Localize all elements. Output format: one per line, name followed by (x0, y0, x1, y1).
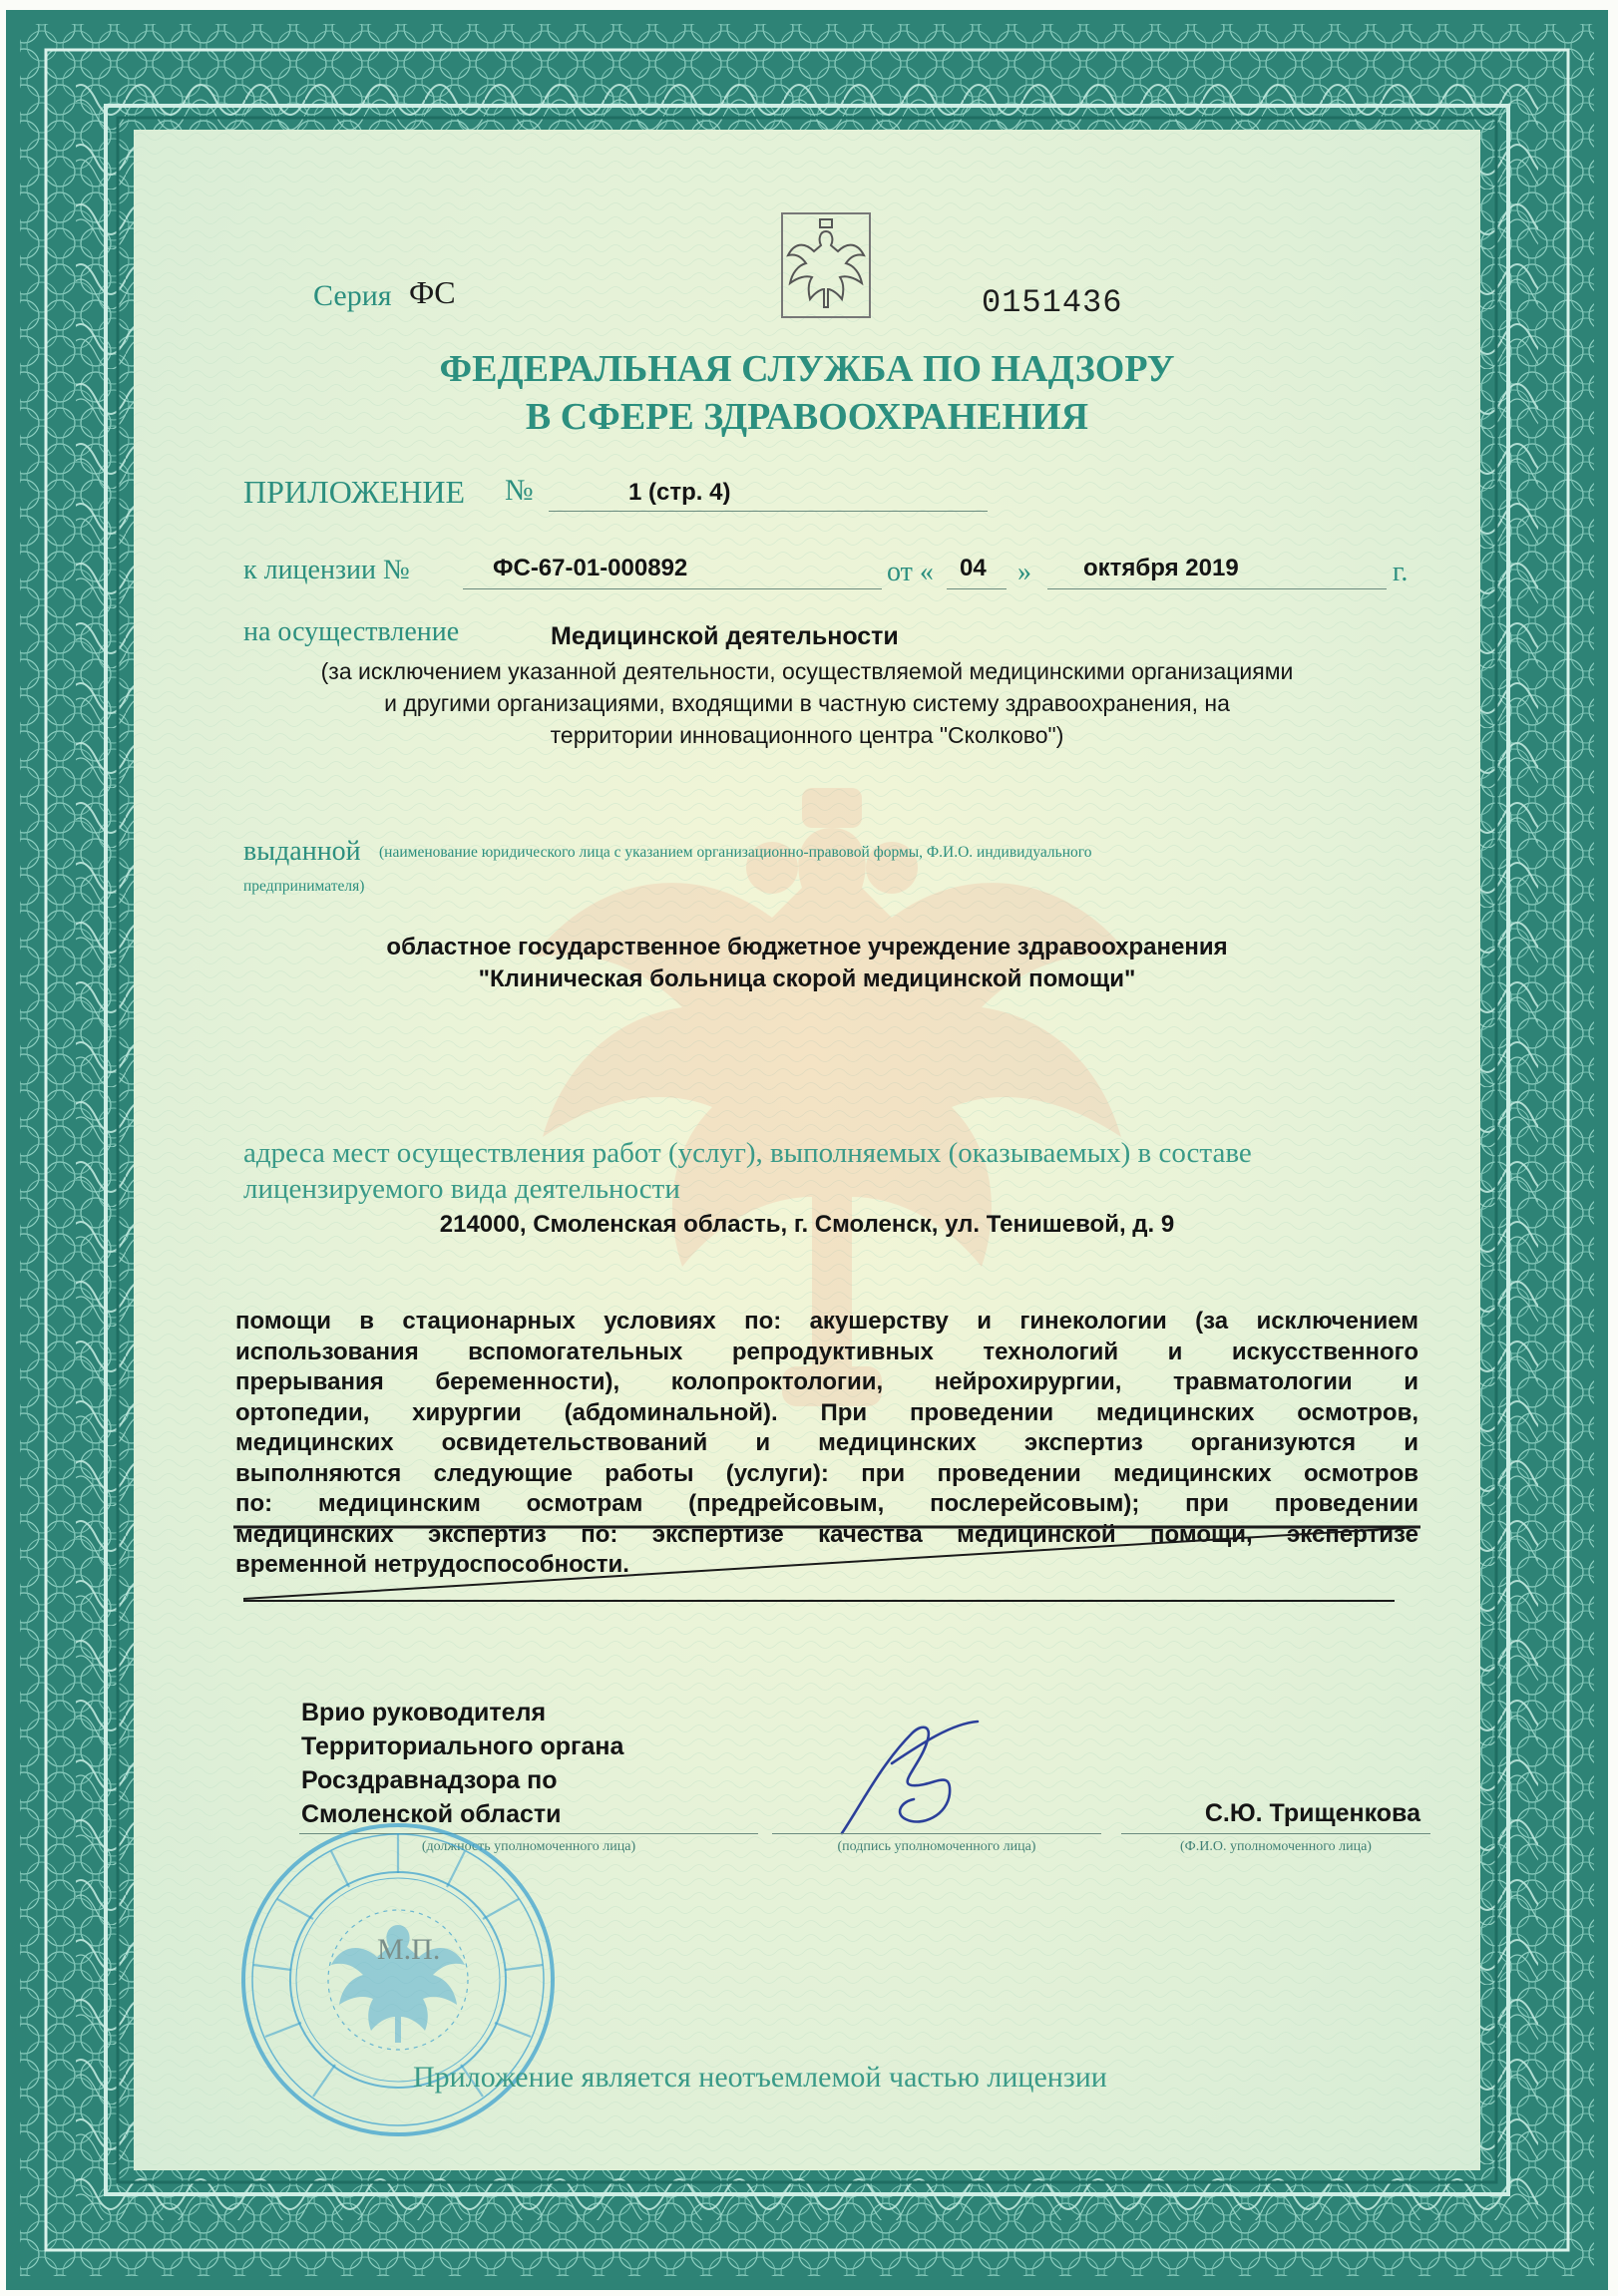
services-line: помощи в стационарных условиях по: акушерству и гинекологии (за исключением (235, 1308, 1418, 1335)
address-label-line-2: лицензируемого вида деятельности (243, 1173, 680, 1205)
license-day: 04 (960, 555, 987, 581)
signer-position-line-1: Врио руководителя (301, 1699, 547, 1726)
title-line-2: В СФЕРЕ ЗДРАВООХРАНЕНИЯ (525, 396, 1089, 438)
appendix-value: 1 (стр. 4) (628, 479, 731, 506)
footer-note: Приложение является неотъемлемой частью лицензии (413, 2061, 1107, 2094)
license-appendix-document (6, 10, 1608, 2290)
name-underline (1121, 1833, 1430, 1834)
address-label-line-1: адреса мест осуществления работ (услуг), выполняемых (оказываемых) в составе (243, 1137, 1252, 1169)
signature-caption: (подпись уполномоченного лица) (837, 1839, 1036, 1854)
series-label: Серия (313, 279, 392, 312)
appendix-number-sign: № (505, 474, 534, 507)
position-caption: (должность уполномоченного лица) (421, 1839, 636, 1854)
license-date-quote-close: » (1017, 557, 1031, 587)
blank-space-strike (134, 1516, 1480, 1616)
license-month-underline (1047, 588, 1387, 589)
handwritten-signature (802, 1704, 1002, 1853)
issued-label: выданной (243, 836, 361, 867)
official-seal-stamp (233, 1815, 563, 2144)
services-line: выполняются следующие работы (услуги): при проведении медицинских осмотров (235, 1459, 1418, 1487)
document-number: 0151436 (982, 284, 1123, 321)
activity-exclusion-line-2: и другими организациями, входящими в частную систему здравоохранения, на (384, 690, 1230, 716)
title-line-1: ФЕДЕРАЛЬНАЯ СЛУЖБА ПО НАДЗОРУ (439, 348, 1175, 390)
services-line: использования вспомогательных репродуктивных технологий и искусственного (235, 1338, 1418, 1365)
coat-of-arms-icon (780, 211, 872, 321)
license-number: ФС-67-01-000892 (493, 555, 688, 581)
issued-hint-line-2: предпринимателя) (243, 878, 365, 895)
activity-exclusion-line-1: (за исключением указанной деятельности, осуществляемой медицинскими организациями (320, 658, 1294, 684)
signer-position-line-3: Росздравнадзора по (301, 1766, 558, 1794)
activity-value: Медицинской деятельности (551, 622, 899, 650)
activity-exclusion-line-3: территории инновационного центра "Сколково") (550, 722, 1064, 748)
signer-position-line-2: Территориального органа (301, 1732, 624, 1760)
address-value: 214000, Смоленская область, г. Смоленск, ул. Тенишевой, д. 9 (439, 1211, 1175, 1238)
issued-name-line-2: "Клиническая больница скорой медицинской помощи" (478, 965, 1136, 992)
series-value: ФС (409, 274, 456, 310)
services-line: медицинских экспертиз по: экспертизе качества медицинской помощи, экспертизе (235, 1520, 1418, 1548)
license-date-from-label: от « (887, 557, 934, 587)
seal-place-mark: М.П. (377, 1933, 441, 1966)
services-line: ортопедии, хирургии (абдоминальной). При проведении медицинских осмотров, (235, 1398, 1418, 1426)
signer-name: С.Ю. Трищенкова (1204, 1799, 1420, 1827)
document-field (134, 130, 1480, 2170)
services-line: медицинских освидетельствований и медицинских экспертиз организуются и (235, 1429, 1418, 1456)
license-label: к лицензии № (243, 555, 410, 585)
signature-underline (772, 1833, 1101, 1834)
license-month-year: октября 2019 (1083, 555, 1239, 581)
license-day-underline (947, 588, 1007, 589)
signer-position-line-4: Смоленской области (301, 1800, 562, 1828)
issued-hint-line-1: (наименование юридического лица с указанием организационно-правовой формы, Ф.И.О. индивидуального (379, 844, 1092, 861)
activity-label: на осуществление (243, 616, 460, 647)
license-number-underline (463, 588, 882, 589)
name-caption: (Ф.И.О. уполномоченного лица) (1180, 1839, 1372, 1854)
license-year-suffix: г. (1393, 557, 1409, 587)
services-last-line: временной нетрудоспособности. (235, 1551, 629, 1578)
issued-name-line-1: областное государственное бюджетное учреждение здравоохранения (386, 934, 1228, 960)
appendix-label: ПРИЛОЖЕНИЕ (243, 474, 466, 510)
services-line: прерывания беременности), колопроктологии, нейрохирургии, травматологии и (235, 1368, 1418, 1395)
appendix-underline (549, 511, 988, 512)
services-line: по: медицинским осмотрам (предрейсовым, послерейсовым); при проведении (235, 1490, 1418, 1517)
